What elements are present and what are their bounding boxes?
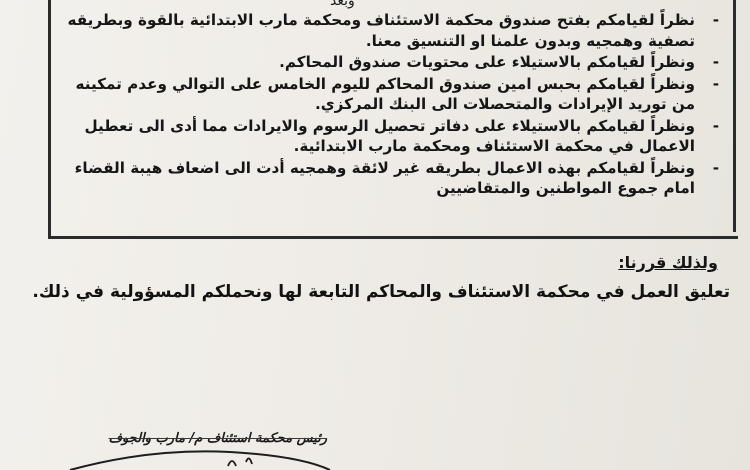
decision-text: تعليق العمل في محكمة الاستئناف والمحاكم التابعة لها ونحملكم المسؤولية في ذلك. <box>32 282 730 302</box>
signature-title: رئيس محكمة استئناف م/ مارب والجوف <box>108 431 327 446</box>
decision-heading: ولذلك قررنا: <box>618 253 718 272</box>
list-item: - نظراً لقيامكم بفتح صندوق محكمة الاستئناف ومحكمة مارب الابتدائية بالقوة وبطريقه تصفية وهمجيه وبدون علمنا او التنسيق معنا. <box>55 10 705 51</box>
list-item: - ونظراً لقيامكم بحبس امين صندوق المحاكم لليوم الخامس على التوالي وعدم تمكينه من توريد الإيرادات والمتحصلات الى البنك المركزي. <box>55 74 705 115</box>
list-item: - ونظراً لقيامكم بالاستيلاء على محتويات صندوق المحاكم. <box>55 52 705 73</box>
cut-off-top-text: وبعد <box>330 0 355 9</box>
list-item: - ونظراً لقيامكم بالاستيلاء على دفاتر تحصيل الرسوم والايرادات مما أدى الى تعطيل الاعمال في محكمة الاستئناف ومحكمة مارب الابتدائية. <box>55 116 705 157</box>
list-item: - ونظراً لقيامكم بهذه الاعمال بطريقه غير لائقة وهمجيه أدت الى اضعاف هيبة القضاء امام جموع المواطنين والمتقاضيين <box>55 158 705 199</box>
